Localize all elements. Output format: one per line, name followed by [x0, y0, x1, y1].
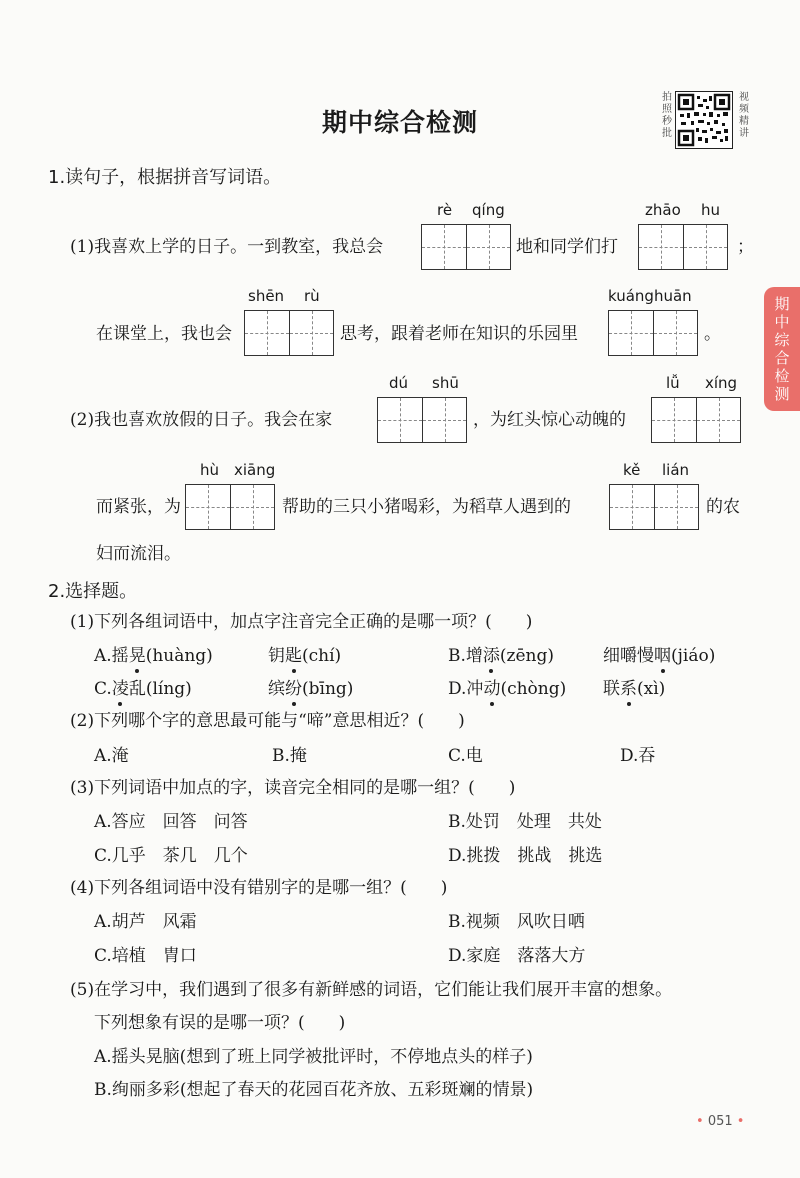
page-number-dot: •: [736, 1114, 745, 1129]
q1-p2-text: 而紧张，为: [96, 497, 181, 517]
page-number: [696, 1114, 744, 1129]
option-d-word2: [603, 678, 665, 700]
qr-code[interactable]: [675, 91, 733, 149]
pinyin: kuánghuān: [608, 287, 692, 305]
option-text: 乱: [128, 679, 146, 699]
grid-cell[interactable]: [422, 398, 466, 442]
page-number-text: 051: [707, 1114, 733, 1129]
option-text: A.摇: [94, 646, 129, 666]
q1-p1-text: ；: [737, 237, 754, 257]
option-a[interactable]: [94, 645, 213, 667]
answer-grid-kelian[interactable]: [609, 484, 699, 530]
option-b[interactable]: B.视频 风吹日哂: [448, 912, 585, 932]
option-pinyin: (chòng): [500, 679, 567, 699]
answer-grid-kuanghuan[interactable]: [608, 310, 698, 356]
answer-grid-zhaohu[interactable]: [638, 224, 728, 270]
pinyin: kě: [623, 461, 641, 479]
dotted-char: 动: [483, 679, 501, 699]
pinyin: shū: [432, 374, 459, 392]
option-text: 钥: [268, 646, 285, 666]
q1-p1-text: 。: [704, 324, 721, 344]
q1-p1-text: 在课堂上，我也会: [96, 324, 232, 344]
side-tab-label: 期中综合检测: [774, 295, 790, 403]
option-d[interactable]: D.吞: [620, 746, 656, 766]
q2-heading: 2.选择题。: [48, 581, 138, 602]
option-text: B.增: [448, 646, 483, 666]
pinyin: rù: [304, 287, 320, 305]
qr-left-label: 拍照秒批: [662, 92, 672, 139]
option-c[interactable]: C.电: [448, 746, 483, 766]
answer-grid-shenru[interactable]: [244, 310, 334, 356]
pinyin: xíng: [705, 374, 738, 392]
pinyin: qíng: [472, 201, 505, 219]
pinyin: rè: [437, 201, 453, 219]
answer-grid-dushu[interactable]: [377, 397, 467, 443]
q2-s5-stem: (5)在学习中，我们遇到了很多有新鲜感的词语，它们能让我们展开丰富的想象。: [70, 980, 673, 1000]
qr-right-label: 视频精讲: [739, 92, 749, 139]
grid-cell[interactable]: [186, 485, 230, 529]
grid-cell[interactable]: [696, 398, 740, 442]
section-side-tab[interactable]: [764, 287, 800, 411]
q2-s4-stem: (4)下列各组词语中没有错别字的是哪一组？( ): [70, 878, 448, 898]
option-text: C.: [94, 679, 112, 699]
option-a[interactable]: A.淹: [94, 746, 129, 766]
q1-p2-text: (2)我也喜欢放假的日子。我会在家: [70, 410, 333, 430]
q1-heading: 1.读句子，根据拼音写词语。: [48, 167, 282, 188]
option-pinyin: (zēng): [499, 646, 555, 666]
dotted-char: 添: [482, 646, 500, 666]
grid-cell[interactable]: [610, 485, 654, 529]
pinyin: lǚ: [666, 374, 680, 392]
grid-cell[interactable]: [652, 398, 696, 442]
option-text: 细嚼慢: [603, 646, 654, 666]
q2-s2-stem: (2)下列哪个字的意思最可能与“啼”意思相近？( ): [70, 711, 465, 731]
answer-grid-lvxing[interactable]: [651, 397, 741, 443]
pinyin: hu: [701, 201, 721, 219]
grid-cell[interactable]: [639, 225, 683, 269]
grid-cell[interactable]: [654, 485, 698, 529]
option-b[interactable]: B.掩: [272, 746, 307, 766]
option-pinyin: (huàng): [145, 646, 213, 666]
q1-p2-text: ，为红头惊心动魄的: [473, 410, 626, 430]
dotted-char: 纷: [285, 679, 302, 699]
dotted-char: 晃: [128, 646, 146, 666]
page-title: 期中综合检测: [321, 108, 478, 137]
option-text: 缤: [268, 679, 285, 699]
option-b[interactable]: B.绚丽多彩(想起了春天的花园百花齐放、五彩斑斓的情景): [94, 1080, 534, 1100]
pinyin: dú: [389, 374, 409, 392]
option-a[interactable]: A.答应 回答 问答: [94, 812, 248, 832]
grid-cell[interactable]: [653, 311, 697, 355]
grid-cell[interactable]: [378, 398, 422, 442]
option-pinyin: (bīng): [302, 679, 354, 699]
q1-p2-text: 妇而流泪。: [96, 544, 181, 564]
grid-cell[interactable]: [466, 225, 510, 269]
q1-p2-text: 的农: [706, 497, 740, 517]
pinyin: zhāo: [645, 201, 681, 219]
option-pinyin: (líng): [145, 679, 192, 699]
q2-s3-stem: (3)下列词语中加点的字，读音完全相同的是哪一组？( ): [70, 778, 516, 798]
grid-cell[interactable]: [245, 311, 289, 355]
q1-p1-text: (1)我喜欢上学的日子。一到教室，我总会: [70, 237, 384, 257]
option-c[interactable]: C.培植 胄口: [94, 946, 197, 966]
option-pinyin: (xì): [637, 679, 666, 699]
dotted-char: 系: [620, 679, 637, 699]
option-a[interactable]: A.胡芦 风霜: [94, 912, 197, 932]
q2-s5-stem2: 下列想象有误的是哪一项？( ): [94, 1013, 346, 1033]
grid-cell[interactable]: [230, 485, 274, 529]
option-c[interactable]: [94, 678, 192, 700]
answer-grid-reqing[interactable]: [421, 224, 511, 270]
page-number-dot: •: [696, 1114, 704, 1129]
option-d[interactable]: [448, 678, 566, 700]
q1-p1-text: 地和同学们打: [516, 237, 618, 257]
option-b[interactable]: B.处罚 处理 共处: [448, 812, 602, 832]
option-text: D.冲: [448, 679, 484, 699]
option-d[interactable]: D.挑拨 挑战 挑选: [448, 846, 603, 866]
answer-grid-huxiang[interactable]: [185, 484, 275, 530]
grid-cell[interactable]: [422, 225, 466, 269]
qr-code-icon: [676, 92, 732, 148]
option-c-word2: [268, 678, 353, 700]
pinyin: xiāng: [234, 461, 276, 479]
option-a-word2: [268, 645, 341, 667]
option-a[interactable]: A.摇头晃脑(想到了班上同学被批评时，不停地点头的样子): [94, 1047, 533, 1067]
dotted-char: 咽: [654, 646, 671, 666]
dotted-char: 凌: [111, 679, 129, 699]
grid-cell[interactable]: [289, 311, 333, 355]
q2-s1-stem: (1)下列各组词语中，加点字注音完全正确的是哪一项？( ): [70, 612, 533, 632]
option-c[interactable]: C.几乎 茶几 几个: [94, 846, 248, 866]
q1-p2-text: 帮助的三只小猪喝彩，为稻草人遇到的: [282, 497, 571, 517]
pinyin: hù: [200, 461, 220, 479]
dotted-char: 匙: [285, 646, 302, 666]
option-b-word2: [603, 645, 715, 667]
option-b[interactable]: [448, 645, 554, 667]
option-pinyin: (jiáo): [671, 646, 716, 666]
pinyin: lián: [662, 461, 690, 479]
option-d[interactable]: D.家庭 落落大方: [448, 946, 586, 966]
option-pinyin: (chí): [302, 646, 342, 666]
pinyin: shēn: [248, 287, 285, 305]
q1-p1-text: 思考，跟着老师在知识的乐园里: [340, 324, 578, 344]
grid-cell[interactable]: [609, 311, 653, 355]
option-text: 联: [603, 679, 620, 699]
grid-cell[interactable]: [683, 225, 727, 269]
